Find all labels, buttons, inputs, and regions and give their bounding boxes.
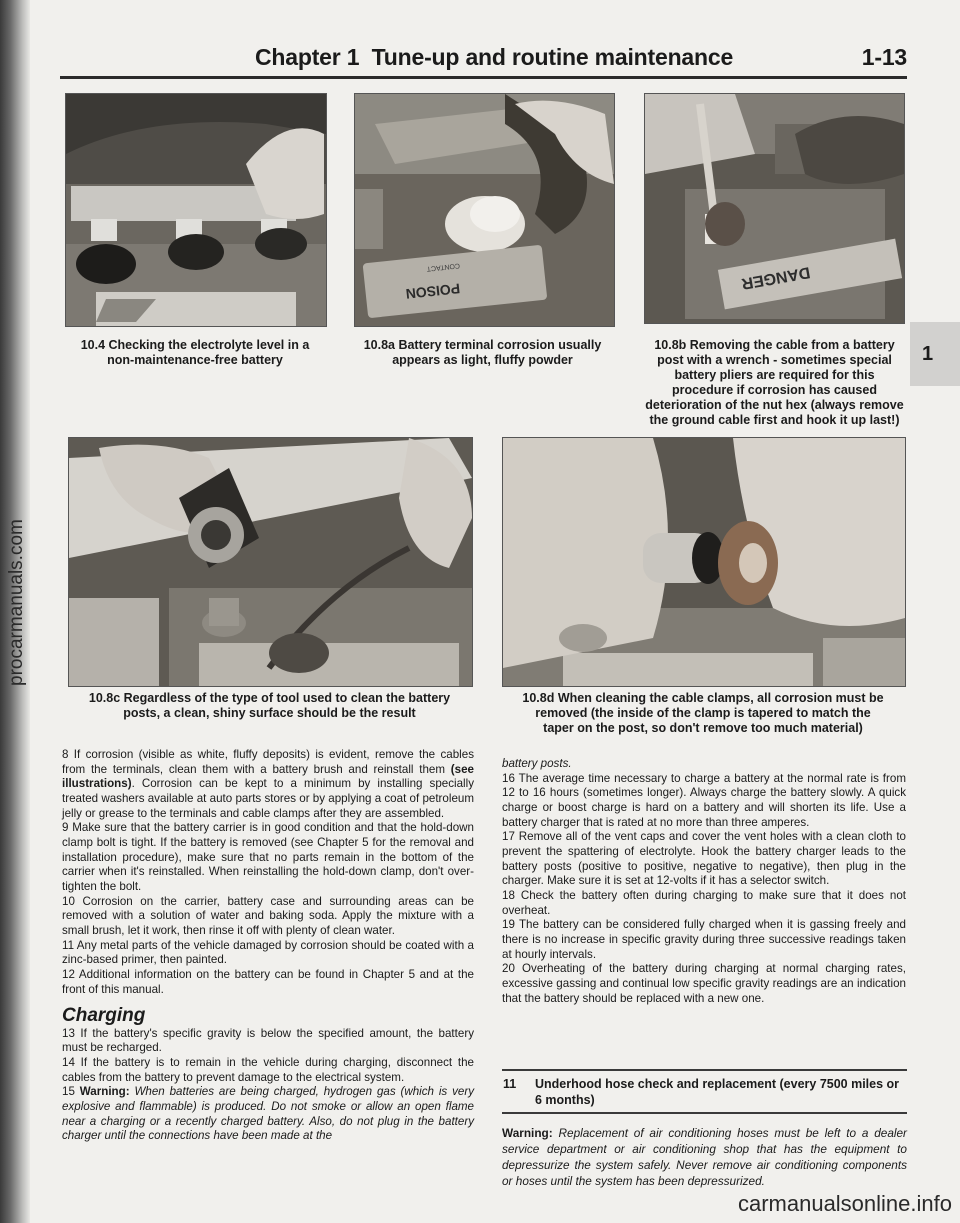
section-11-bottom-rule [502,1112,907,1114]
photo-10-8b [644,93,905,324]
paragraph-12: 12 Additional information on the battery can be found in Chapter 5 and at the front of this manual. [62,967,474,996]
page-header [255,44,907,71]
ac-warning: Warning: Replacement of air conditioning hoses must be left to a dealer service department or air conditioning shop that has the equipment to depressurize the system safely. Never remove air conditioning components or hoses until the system has been depressurized. [502,1126,907,1188]
paragraph-11: 11 Any metal parts of the vehicle damaged by corrosion should be coated with a zinc-based primer, then painted. [62,938,474,967]
paragraph-18: 18 Check the battery often during charging to make sure that it does not overheat. [502,888,906,917]
left-column [62,748,474,1144]
danger-label-text: DANGER [740,263,812,292]
chapter-tab: 1 [910,322,960,386]
paragraph-14: 14 If the battery is to remain in the vehicle during charging, disconnect the cables from the battery to prevent damage to the electrical system. [62,1056,474,1084]
section-11-title: Underhood hose check and replacement (every 7500 miles or 6 months) [535,1077,900,1107]
side-watermark: procarmanuals.com [6,519,27,686]
paragraph-8: 8 If corrosion (visible as white, fluffy deposits) is evident, remove the cables from the terminals, clean them with a battery brush and reinstall them (see illustrations). Corrosion can be kept to a minimum by installing specially treated washers available at auto parts stores or by applying a coat of petroleum jelly or grease to the terminals and cable clamps after they are assembled. [62,748,474,820]
caption-10-8a: 10.8a Battery terminal corrosion usually appears as light, fluffy powder [363,338,602,367]
charging-heading: Charging [62,1005,146,1027]
photo-10-4 [65,93,327,327]
paragraph-20: 20 Overheating of the battery during charging at normal charging rates, excessive gassing and continual low specific gravity readings are an indication that the battery should be replaced with a new one. [502,962,906,1005]
caption-10-8d: 10.8d When cleaning the cable clamps, all corrosion must be removed (the inside of the clamp is tapered to match the taper on the post, so don't remove too much material) [522,691,884,735]
caption-10-4: 10.4 Checking the electrolyte level in a non-maintenance-free battery [80,338,310,367]
photo-10-8a [354,93,615,327]
paragraph-19: 19 The battery can be considered fully charged when it is gassing freely and there is no increase in specific gravity during three successive readings taken at hourly intervals. [502,918,906,961]
poison-label-text: POISON [404,280,461,303]
page-number: 1-13 [861,44,907,70]
continuation-text: battery posts. [502,757,572,770]
paragraph-16: 16 The average time necessary to charge a battery at the normal rate is from 12 to 16 hours (sometimes longer). Always charge the battery slowly. A quick charge or boost charge is hard on a battery and will shorten its life. Use a battery charger that is rated at no more than three amperes. [502,771,906,829]
header-rule [60,76,907,79]
section-11-top-rule [502,1069,907,1071]
chapter-title: Chapter 1 Tune-up and routine maintenance [255,44,734,70]
contact-label-text: CONTACT [426,261,461,272]
photo-10-8d [502,437,906,687]
caption-10-8b: 10.8b Removing the cable from a battery post with a wrench - sometimes special battery pliers are required for this procedure if corrosion has caused deterioration of the nut hex (always remove the ground cable first and hook it up last!) [645,338,904,427]
bottom-watermark: carmanualsonline.info [737,1191,952,1216]
paragraph-10: 10 Corrosion on the carrier, battery case and surrounding areas can be removed with a solution of water and baking soda. Apply the mixture with a small brush, let it work, then rinse it off with plenty of clean water. [62,894,474,937]
right-column [502,757,906,1006]
paragraph-17: 17 Remove all of the vent caps and cover the vent holes with a clean cloth to prevent the spattering of electrolyte. Hook the battery charger leads to the battery posts (positive to positive, negative to negative), then plug in the charger. Make sure it is set at 12-volts if it has a selector switch. [502,830,906,888]
paragraph-15: 15 Warning: When batteries are being charged, hydrogen gas (which is very explosive and flammable) is produced. Do not smoke or allow an open flame near a charging or a recently charged battery. Also, do not plug in the battery charger until the connections have been made at the [62,1085,474,1143]
paragraph-13: 13 If the battery's specific gravity is below the specified amount, the battery must be recharged. [62,1026,474,1055]
photo-10-8c [68,437,473,687]
caption-10-8c: 10.8c Regardless of the type of tool used to clean the battery posts, a clean, shiny surface should be the result [88,691,451,720]
section-11-number: 11 [503,1077,517,1091]
paragraph-9: 9 Make sure that the battery carrier is in good condition and that the hold-down clamp bolt is tight. If the battery is removed (see Chapter 5 for the removal and installation procedure), make sure that no parts remain in the bottom of the carrier when it's reinstalled. When reinstalling the hold-down clamp, don't over-tighten the bolt. [62,821,474,893]
